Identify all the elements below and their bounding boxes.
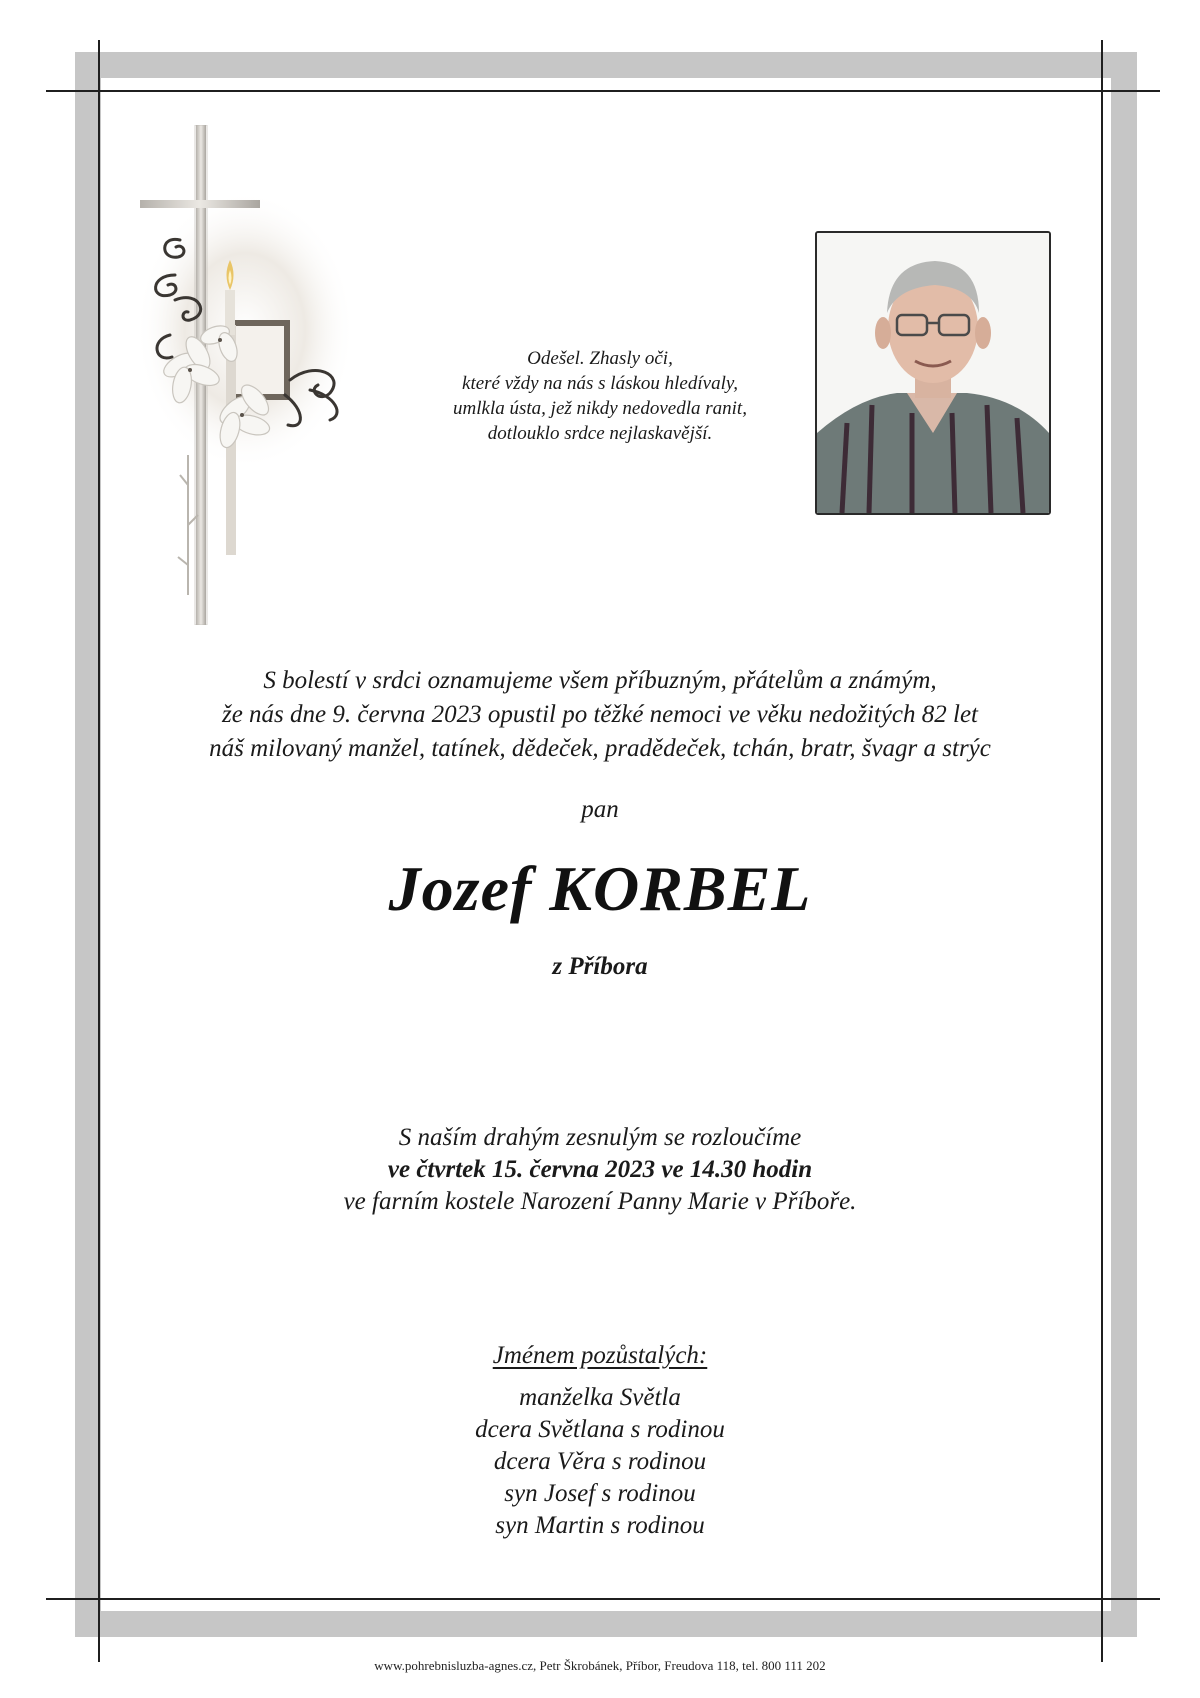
deceased-origin: z Příbora: [552, 953, 648, 980]
footer-contact: www.pohrebnisluzba-agnes.cz, Petr Škrobánek, Příbor, Freudova 118, tel. 800 111 202: [374, 1658, 826, 1673]
frame-line-bottom: [46, 1598, 1160, 1600]
announcement-line: náš milovaný manžel, tatínek, dědeček, pradědeček, tchán, bratr, švagr a strýc: [209, 735, 991, 762]
deceased-name: Jozef KORBEL: [388, 853, 812, 924]
title-word: pan: [581, 796, 619, 823]
farewell-place: ve farním kostele Narození Panny Marie v Příboře.: [343, 1188, 857, 1215]
portrait-photo: [815, 231, 1051, 515]
portrait-image: [817, 233, 1049, 513]
survivor-item: syn Martin s rodinou: [495, 1512, 705, 1539]
survivor-item: syn Josef s rodinou: [504, 1480, 696, 1507]
poem-line: umlkla ústa, jež nikdy nedovedla ranit,: [453, 398, 747, 419]
farewell-date-time: ve čtvrtek 15. června 2023 ve 14.30 hodin: [387, 1156, 813, 1183]
farewell-line: S naším drahým zesnulým se rozloučíme: [398, 1124, 802, 1151]
survivor-item: dcera Věra s rodinou: [493, 1448, 707, 1475]
survivors-heading: Jménem pozůstalých:: [492, 1342, 708, 1369]
announcement: [100, 664, 1100, 766]
frame-line-right: [1101, 40, 1103, 1662]
frame-border-top: [75, 52, 1137, 78]
frame-border-right: [1111, 52, 1137, 1637]
survivor-item: dcera Světlana s rodinou: [475, 1416, 725, 1443]
farewell-info: [100, 1122, 1100, 1218]
poem-line: dotlouklo srdce nejlaskavější.: [487, 423, 713, 444]
frame-line-top: [46, 90, 1160, 92]
poem: [380, 346, 820, 446]
survivor-item: manželka Světla: [519, 1384, 681, 1411]
poem-line: které vždy na nás s láskou hledívaly,: [462, 373, 738, 394]
survivors: [100, 1340, 1100, 1542]
announcement-line: S bolestí v srdci oznamujeme všem příbuzným, přátelům a známým,: [263, 667, 937, 694]
poem-line: Odešel. Zhasly oči,: [527, 348, 673, 369]
frame-border-bottom: [75, 1611, 1137, 1637]
announcement-line: že nás dne 9. června 2023 opustil po těžké nemoci ve věku nedožitých 82 let: [221, 701, 979, 728]
cross-candle-lily-icon: [140, 125, 370, 625]
